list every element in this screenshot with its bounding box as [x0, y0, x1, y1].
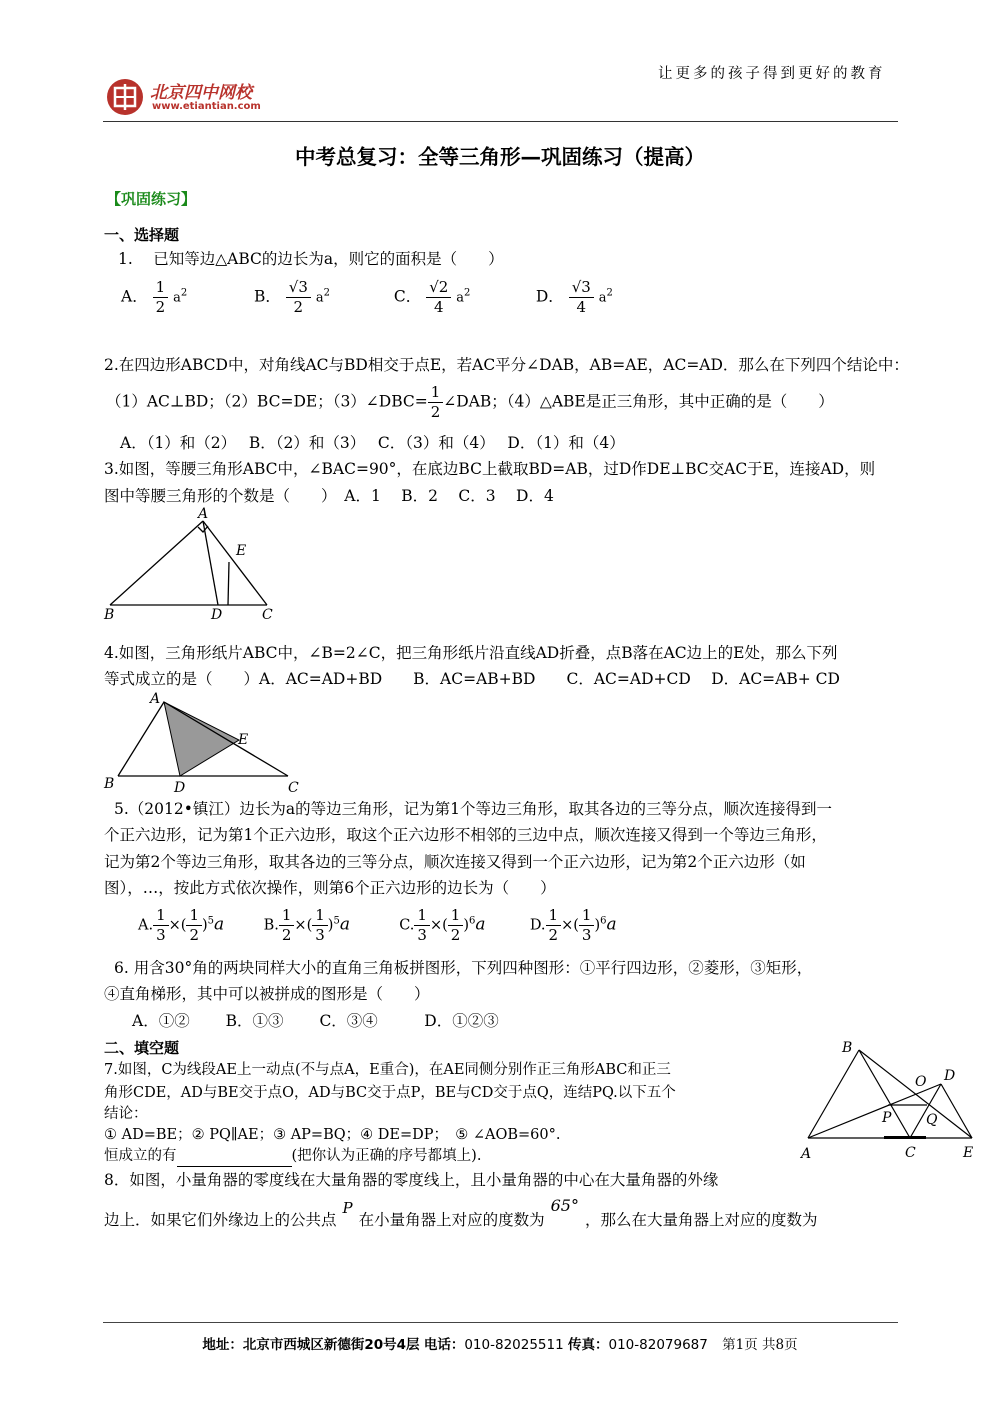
footer: 地址：北京市西城区新德街20号4层 电话：010-82025511 传真：010-82079687 第1页 共8页 — [202, 1337, 798, 1353]
q5-opt-a: A. $\frac{1}{3}$ ×( $\frac{1}{2}$ )$^5$a — [138, 906, 225, 944]
q5-line1: 5.（2012•镇江）边长为a的等边三角形，记为第1个等边三角形，取其各边的三等分点，顺次连接得到一 — [114, 800, 832, 818]
q5-opt-b: B. $\frac{1}{2}$ ×( $\frac{1}{3}$ )$^5$a — [263, 906, 350, 944]
q1-options — [121, 278, 646, 317]
q5-opt-c: C. $\frac{1}{3}$ ×( $\frac{1}{2}$ )$^6$a — [399, 906, 486, 944]
q6-line1: 6. 用含30°角的两块同样大小的直角三角板拼图形，下列四种图形：①平行四边形，②菱形，③矩形， — [114, 959, 813, 977]
q7-label-a: A — [801, 1146, 812, 1162]
q7-label-b: B — [842, 1040, 853, 1056]
q2-line2: （1）AC⊥BD；（2）BC=DE；（3）∠DBC= $\frac{1}{2}$ ∠DAB；（4）△ABE是正三角形，其中正确的是（ ） — [106, 383, 834, 421]
q1-stem: 1. 已知等边△ABC的边长为a，则它的面积是（ ） — [118, 250, 504, 268]
logo-url: www.etiantian.com — [152, 101, 261, 112]
q4-label-e: E — [238, 732, 249, 748]
q2-options: A．（1）和（2） B．（2）和（3） C．（3）和（4） D．（1）和（4） — [120, 434, 625, 452]
q6-options: A．①② B．①③ C．③④ D．①②③ — [132, 1012, 499, 1030]
q2-line1: 2.在四边形ABCD中，对角线AC与BD相交于点E，若AC平分∠DAB，AB=AE，AC=AD．那么在下列四个结论中： — [104, 356, 909, 374]
q4-label-a: A — [150, 691, 161, 707]
q1-opt-c: C． $\frac{√2}{4}$ $a^2$ — [393, 278, 471, 316]
q5-line3: 记为第2个等边三角形，取其各边的三等分点，顺次连接又得到一个正六边形，记为第2个正六边形（如 — [104, 853, 806, 871]
logo — [104, 76, 284, 118]
footer-page: 第1页 共8页 — [722, 1337, 798, 1353]
section-fill: 二、填空题 — [104, 1039, 180, 1057]
q4-line2: 等式成立的是（ ）A．AC=AD+BD B．AC=AB+BD C．AC=AD+CD D．AC=AB+ CD — [104, 670, 840, 688]
q7-line2: 角形CDE，AD与BE交于点O，AD与BC交于点P，BE与CD交于点Q，连结PQ.以下五个 — [104, 1085, 676, 1101]
section-label: 【巩固练习】 — [106, 190, 197, 208]
q3-label-e: E — [236, 543, 247, 559]
q8-line2: 边上．如果它们外缘边上的公共点P在小量角器上对应的度数为65°，那么在大量角器上对应的度数为 — [104, 1196, 818, 1229]
footer-address: 北京市西城区新德街20号4层 — [242, 1337, 420, 1353]
header-slogan: 让更多的孩子得到更好的教育 — [658, 66, 886, 82]
q3-line1: 3.如图，等腰三角形ABC中，∠BAC=90°，在底边BC上截取BD=AB，过D作DE⊥BC交AC于E，连接AD，则 — [104, 460, 876, 478]
q4-label-b: B — [104, 776, 115, 792]
q8-line1: 8．如图，小量角器的零度线在大量角器的零度线上，且小量角器的中心在大量角器的外缘 — [104, 1171, 719, 1189]
q3-label-a: A — [198, 506, 209, 522]
q3-label-b: B — [104, 607, 115, 623]
q7-label-d: D — [944, 1068, 956, 1084]
logo-name: 北京四中网校 — [150, 83, 252, 103]
q7-line1: 7.如图，C为线段AE上一动点(不与点A，E重合)，在AE同侧分别作正三角形ABC和正三 — [104, 1062, 671, 1078]
q7-figure — [796, 1036, 986, 1168]
q5-opt-d: D. $\frac{1}{2}$ ×( $\frac{1}{3}$ )$^6$a — [529, 906, 617, 944]
q7-label-q: Q — [926, 1112, 938, 1128]
q4-label-d: D — [174, 780, 186, 796]
footer-divider — [103, 1322, 898, 1323]
q1-opt-d: D． $\frac{√3}{4}$ $a^2$ — [535, 278, 613, 316]
q3-line2: 图中等腰三角形的个数是（ ） A．1 B．2 C．3 D．4 — [104, 487, 554, 505]
q6-line2: ④直角梯形，其中可以被拼成的图形是（ ） — [104, 985, 430, 1003]
q7-label-p: P — [882, 1110, 892, 1126]
footer-fax: 010-82079687 — [608, 1337, 708, 1353]
q7-label-o: O — [915, 1074, 927, 1090]
header-divider — [103, 121, 898, 122]
q7-label-c: C — [905, 1145, 916, 1161]
q3-label-c: C — [262, 607, 273, 623]
q1-opt-a: A． $\frac{1}{2}$ $a^2$ — [121, 278, 188, 316]
q7-line5: 恒成立的有 (把你认为正确的序号都填上). — [104, 1145, 481, 1167]
q5-options — [138, 906, 640, 945]
q1-opt-b: B． $\frac{√3}{2}$ $a^2$ — [253, 278, 330, 316]
q7-line3: 结论： — [104, 1106, 148, 1122]
q3-figure — [100, 502, 290, 624]
q5-line2: 个正六边形，记为第1个正六边形，取这个正六边形不相邻的三边中点，顺次连接又得到一个等边三角形， — [104, 826, 827, 844]
footer-tel: 010-82025511 — [464, 1337, 564, 1353]
q7-answer-blank[interactable] — [177, 1150, 292, 1167]
q3-label-d: D — [211, 607, 223, 623]
q4-line1: 4.如图，三角形纸片ABC中，∠B=2∠C，把三角形纸片沿直线AD折叠，点B落在AC边上的E处，那么下列 — [104, 644, 838, 662]
section-choice: 一、选择题 — [104, 226, 180, 244]
q7-label-e: E — [963, 1145, 974, 1161]
q5-line4: 图），…，按此方式依次操作，则第6个正六边形的边长为（ ） — [104, 879, 556, 897]
q7-line4: ① AD=BE；② PQ∥AE；③ AP=BQ；④ DE=DP； ⑤ ∠AOB=60°. — [104, 1127, 561, 1143]
q4-label-c: C — [288, 780, 299, 796]
q4-figure — [100, 688, 310, 798]
page-title: 中考总复习：全等三角形—巩固练习（提高） — [295, 145, 705, 169]
